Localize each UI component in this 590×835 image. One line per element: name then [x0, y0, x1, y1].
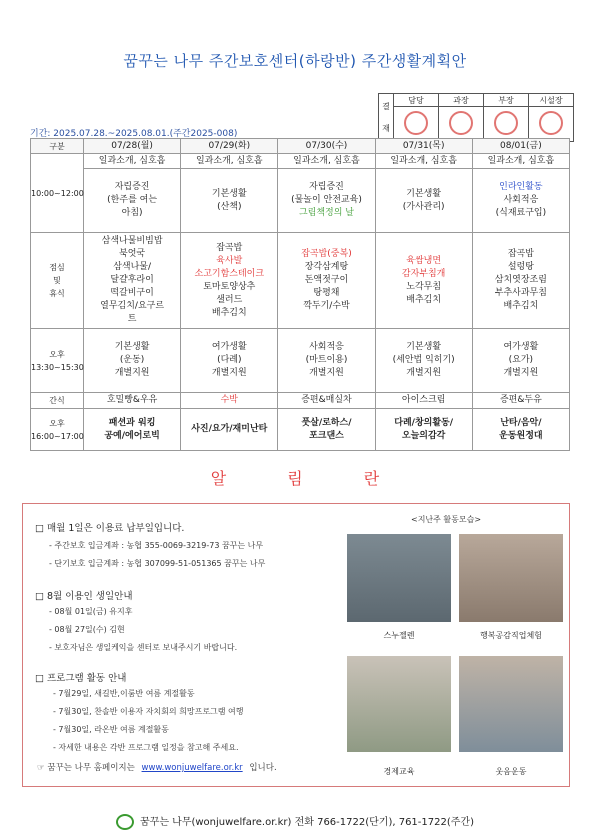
notice-title: 알 림 란 [210, 469, 408, 488]
photo-caption: 스누젤렌 [383, 631, 415, 640]
day-head: 07/30(수) [278, 139, 375, 154]
late-label: 오후 16:00~17:00 [31, 409, 84, 451]
photos-title: <지난주 활동모습> [411, 515, 482, 524]
notice-line: - 7월30일, 라온반 여름 계절활동 [53, 725, 169, 734]
approval-head: 시설장 [529, 94, 574, 107]
page-title: 꿈꾸는 나무 주간보호센터(하랑반) 주간생활계획안 [123, 52, 467, 70]
activity-photo [347, 534, 451, 622]
notice-line: - 보호자님은 생일케익을 센터로 보내주시기 바랍니다. [49, 643, 238, 652]
homepage-link[interactable]: www.wonjuwelfare.or.kr [141, 763, 243, 773]
notice-line: - 08월 27일(수) 김현 [49, 625, 125, 634]
activity-photo [459, 656, 563, 752]
snack-cell: 증편&매실차 [278, 393, 375, 409]
snack-cell: 호밀빵&우유 [84, 393, 181, 409]
snack-cell: 아이스크림 [375, 393, 472, 409]
period-text: 기간: 2025.07.28.~2025.08.01.(주간2025-008) [30, 129, 238, 139]
activity-photo [459, 534, 563, 622]
lunch-cell: 삼색나물비빔밥 북엇국 삼색나물/ 달걀후라이 떡갈비구이 열무김치/요구르 트 [84, 233, 181, 329]
snack-cell: 수박 [181, 393, 278, 409]
morning-label: 10:00~12:00 [31, 154, 84, 233]
notice-heading: □ 프로그램 활동 안내 [35, 673, 127, 684]
morning-cell: 기본생활 (가사관리) [375, 169, 472, 233]
snack-cell: 증편&두유 [472, 393, 569, 409]
morning-cell: 자립증진 (물놀이 안전교육) 그림책정의 날 [278, 169, 375, 233]
afternoon-cell: 사회적응 (마트이용) 개별지원 [278, 329, 375, 393]
notice-line: - 08월 01일(금) 유지후 [49, 607, 133, 616]
intro-cell: 일과소개, 심호흡 [375, 154, 472, 169]
afternoon-cell: 기본생활 (운동) 개별지원 [84, 329, 181, 393]
approval-side-label: 결 재 [379, 94, 394, 142]
late-cell: 다례/창의활동/ 오늘의감각 [375, 409, 472, 451]
col-head: 구분 [31, 139, 84, 154]
late-cell: 난타/음악/ 운동원정대 [472, 409, 569, 451]
signature-stamp [394, 107, 439, 142]
intro-cell: 일과소개, 심호흡 [84, 154, 181, 169]
activity-photo [347, 656, 451, 752]
signature-stamp [484, 107, 529, 142]
afternoon-cell: 기본생활 (세안법 익히기) 개별지원 [375, 329, 472, 393]
afternoon-cell: 여가생활 (요가) 개별지원 [472, 329, 569, 393]
intro-cell: 일과소개, 심호흡 [181, 154, 278, 169]
approval-head: 부장 [484, 94, 529, 107]
lunch-label: 점심 및 휴식 [31, 233, 84, 329]
approval-box [378, 93, 574, 142]
lunch-cell: 잡곡밥 육사발 소고기함스테이크 토마토양상추 샐러드 배추김치 [181, 233, 278, 329]
logo-icon [116, 814, 134, 830]
notice-line: - 7월29일, 새길반,이룸반 여름 계절활동 [53, 689, 195, 698]
footer: 꿈꾸는 나무(wonjuwelfare.or.kr) 전화 766-1722(단기), 761-1722(주간) [0, 813, 590, 830]
lunch-cell: 육쌈냉면 감자부침개 노각무침 배추김치 [375, 233, 472, 329]
notice-box [22, 503, 570, 787]
snack-label: 간식 [31, 393, 84, 409]
afternoon-cell: 여가생활 (다례) 개별지원 [181, 329, 278, 393]
notice-heading: □ 매월 1일은 이용료 납부일입니다. [35, 523, 185, 534]
approval-head: 담당 [394, 94, 439, 107]
morning-cell: 자립증진 (한주를 여는 아침) [84, 169, 181, 233]
weekly-schedule-table [30, 138, 570, 451]
homepage-line: ☞ 꿈꾸는 나무 홈페이지는 www.wonjuwelfare.or.kr 입니다. [37, 763, 277, 773]
late-cell: 사진/요가/재미난타 [181, 409, 278, 451]
notice-heading: □ 8월 이용인 생일안내 [35, 591, 133, 602]
day-head: 07/28(월) [84, 139, 181, 154]
photo-caption: 웃음운동 [495, 767, 527, 776]
notice-line: - 자세한 내용은 각반 프로그램 일정을 참고해 주세요. [53, 743, 239, 752]
intro-cell: 일과소개, 심호흡 [472, 154, 569, 169]
day-head: 07/31(목) [375, 139, 472, 154]
signature-stamp [529, 107, 574, 142]
day-head: 07/29(화) [181, 139, 278, 154]
intro-cell: 일과소개, 심호흡 [278, 154, 375, 169]
day-head: 08/01(금) [472, 139, 569, 154]
notice-line: - 주간보호 입금계좌 : 농협 355-0069-3219-73 꿈꾸는 나무 [49, 541, 264, 550]
afternoon-label: 오후 13:30~15:30 [31, 329, 84, 393]
morning-cell: 기본생활 (산책) [181, 169, 278, 233]
approval-head: 과장 [439, 94, 484, 107]
notice-line: - 7월30일, 찬솔반 이용자 자치회의 희망프로그램 여행 [53, 707, 244, 716]
late-cell: 패션과 워킹 공예/에어로빅 [84, 409, 181, 451]
photo-caption: 행복공감직업체험 [480, 631, 542, 640]
lunch-cell: 잡곡밥(중복) 장각삼계탕 돈액젓구이 탕평채 깍두기/수박 [278, 233, 375, 329]
photo-caption: 경제교육 [383, 767, 415, 776]
morning-cell: 인라인활동 사회적응 (식재료구입) [472, 169, 569, 233]
lunch-cell: 잡곡밥 설렁탕 삼치엿장조림 부추사과무침 배추김치 [472, 233, 569, 329]
signature-stamp [439, 107, 484, 142]
late-cell: 풋살/로하스/ 포크댄스 [278, 409, 375, 451]
notice-line: - 단기보호 입금계좌 : 농협 307099-51-051365 꿈꾸는 나무 [49, 559, 266, 568]
